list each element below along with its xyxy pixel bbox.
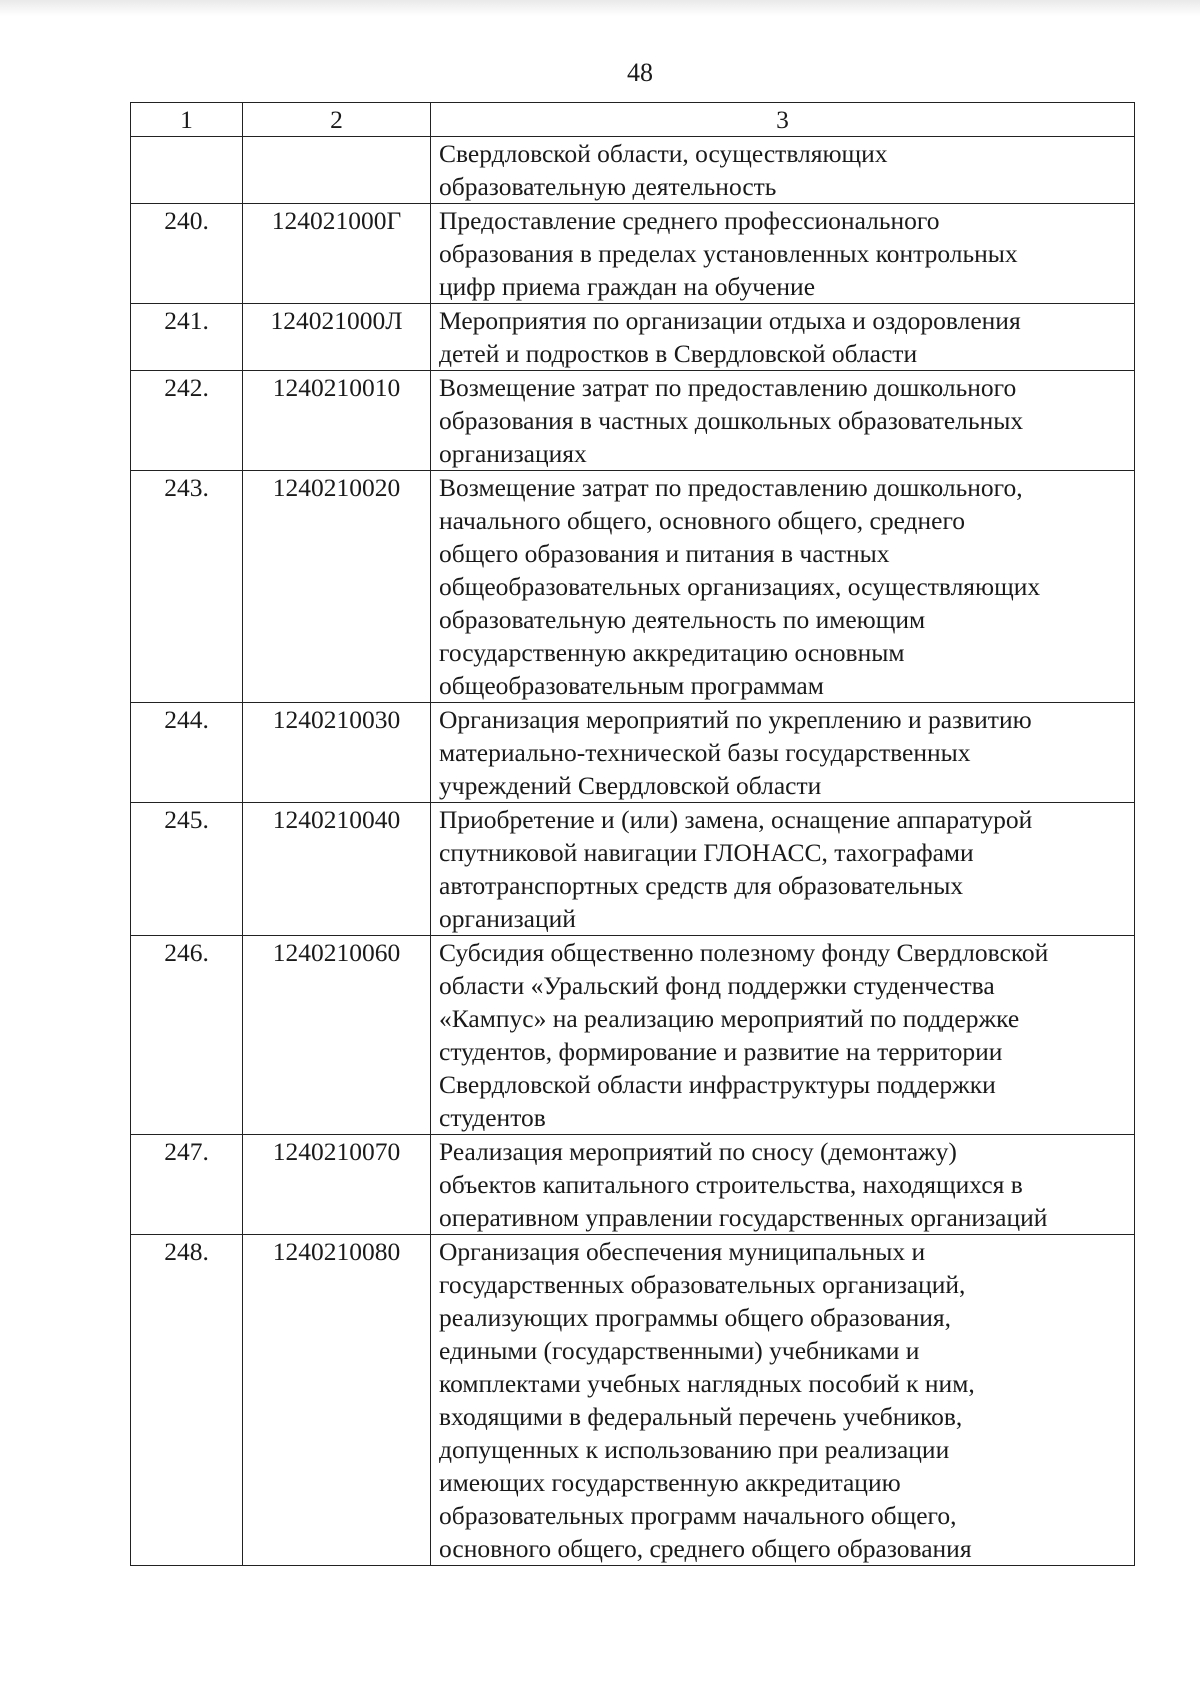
description-line: материально-технической базы государственных: [439, 738, 971, 767]
description-line: едиными (государственными) учебниками и: [439, 1336, 920, 1365]
row-number: 240.: [131, 204, 243, 304]
description-line: Мероприятия по организации отдыха и оздоровления: [439, 306, 1021, 335]
description: [431, 137, 1135, 204]
column-header-2: 2: [243, 103, 431, 137]
description-line: «Кампус» на реализацию мероприятий по поддержке: [439, 1004, 1020, 1033]
description-line: образовательных программ начального общего,: [439, 1501, 957, 1530]
table-row: [131, 1135, 1135, 1235]
table-row: [131, 137, 1135, 204]
table-row: [131, 471, 1135, 703]
description-line: Возмещение затрат по предоставлению дошкольного: [439, 373, 1017, 402]
description-line: общего образования и питания в частных: [439, 539, 890, 568]
budget-code: 1240210070: [243, 1135, 431, 1235]
row-number: 248.: [131, 1235, 243, 1566]
description-line: Свердловской области, осуществляющих: [439, 139, 888, 168]
description-line: объектов капитального строительства, находящихся в: [439, 1170, 1023, 1199]
description-line: Субсидия общественно полезному фонду Свердловской: [439, 938, 1049, 967]
description-line: цифр приема граждан на обучение: [439, 272, 816, 301]
description-line: образовательную деятельность по имеющим: [439, 605, 926, 634]
description-line: Организация обеспечения муниципальных и: [439, 1237, 926, 1266]
table-header-row: [131, 103, 1135, 137]
budget-code: 1240210030: [243, 703, 431, 803]
row-number: 241.: [131, 304, 243, 371]
table-row: [131, 204, 1135, 304]
description-line: студентов: [439, 1103, 546, 1132]
description: [431, 1235, 1135, 1566]
description-line: общеобразовательных организациях, осуществляющих: [439, 572, 1041, 601]
budget-code: 124021000Г: [243, 204, 431, 304]
table-body: [131, 137, 1135, 1566]
budget-code: 1240210020: [243, 471, 431, 703]
description: [431, 371, 1135, 471]
budget-code: 1240210080: [243, 1235, 431, 1566]
column-header-1: 1: [131, 103, 243, 137]
description: [431, 703, 1135, 803]
description-line: входящими в федеральный перечень учебников,: [439, 1402, 963, 1431]
budget-code: 1240210010: [243, 371, 431, 471]
description-line: студентов, формирование и развитие на территории: [439, 1037, 1003, 1066]
description-line: Возмещение затрат по предоставлению дошкольного,: [439, 473, 1023, 502]
description-line: организациях: [439, 439, 587, 468]
description: [431, 304, 1135, 371]
description-line: организаций: [439, 904, 576, 933]
description-line: автотранспортных средств для образовательных: [439, 871, 964, 900]
scan-edge: [0, 0, 1200, 16]
description-line: Организация мероприятий по укреплению и развитию: [439, 705, 1032, 734]
row-number: [131, 137, 243, 204]
description-line: комплектами учебных наглядных пособий к ним,: [439, 1369, 975, 1398]
description-line: общеобразовательным программам: [439, 671, 824, 700]
row-number: 243.: [131, 471, 243, 703]
description-line: допущенных к использованию при реализации: [439, 1435, 950, 1464]
description-line: учреждений Свердловской области: [439, 771, 822, 800]
description-line: Реализация мероприятий по сносу (демонтажу): [439, 1137, 957, 1166]
budget-code: 124021000Л: [243, 304, 431, 371]
description: [431, 204, 1135, 304]
description: [431, 471, 1135, 703]
description-line: образования в частных дошкольных образовательных: [439, 406, 1024, 435]
description-line: спутниковой навигации ГЛОНАСС, тахографами: [439, 838, 974, 867]
row-number: 242.: [131, 371, 243, 471]
table-row: [131, 803, 1135, 936]
table-row: [131, 703, 1135, 803]
description-line: области «Уральский фонд поддержки студенчества: [439, 971, 995, 1000]
budget-code: 1240210040: [243, 803, 431, 936]
budget-code: [243, 137, 431, 204]
description-line: оперативном управлении государственных организаций: [439, 1203, 1048, 1232]
page-number: 48: [627, 58, 653, 87]
description-line: реализующих программы общего образования,: [439, 1303, 952, 1332]
description-line: Приобретение и (или) замена, оснащение аппаратурой: [439, 805, 1033, 834]
row-number: 246.: [131, 936, 243, 1135]
description-line: начального общего, основного общего, среднего: [439, 506, 966, 535]
description-line: образования в пределах установленных контрольных: [439, 239, 1018, 268]
table-row: [131, 371, 1135, 471]
description-line: Свердловской области инфраструктуры поддержки: [439, 1070, 996, 1099]
column-header-3: 3: [431, 103, 1135, 137]
row-number: 244.: [131, 703, 243, 803]
row-number: 245.: [131, 803, 243, 936]
description: [431, 1135, 1135, 1235]
table-row: [131, 1235, 1135, 1566]
description-line: Предоставление среднего профессионального: [439, 206, 940, 235]
description-line: детей и подростков в Свердловской области: [439, 339, 918, 368]
row-number: 247.: [131, 1135, 243, 1235]
description-line: государственных образовательных организаций,: [439, 1270, 966, 1299]
table-row: [131, 304, 1135, 371]
description-line: образовательную деятельность: [439, 172, 777, 201]
description-line: имеющих государственную аккредитацию: [439, 1468, 901, 1497]
description: [431, 936, 1135, 1135]
description: [431, 803, 1135, 936]
description-line: государственную аккредитацию основным: [439, 638, 905, 667]
table-row: [131, 936, 1135, 1135]
budget-code: 1240210060: [243, 936, 431, 1135]
budget-codes-table: [130, 102, 1135, 1566]
description-line: основного общего, среднего общего образования: [439, 1534, 972, 1563]
